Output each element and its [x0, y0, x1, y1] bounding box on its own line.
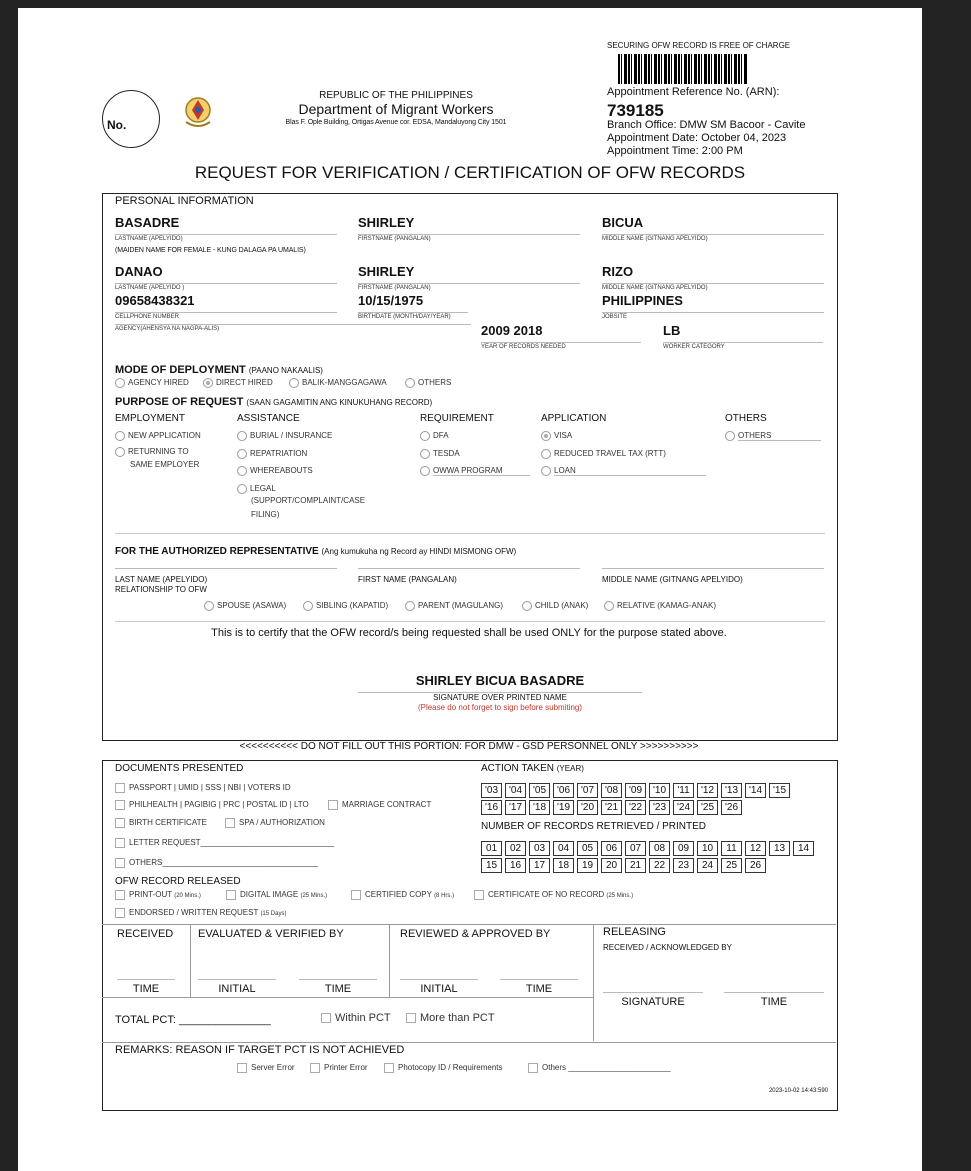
birthdate-label: BIRTHDATE (MONTH/DAY/YEAR): [358, 312, 468, 320]
representative-heading: [115, 546, 516, 557]
record-count-box[interactable]: 16: [505, 858, 526, 873]
radio-label: VISA: [554, 431, 573, 441]
radio-agency-hired[interactable]: [115, 378, 189, 388]
releasing-heading: RELEASING: [603, 926, 666, 938]
dmw-only-divider: <<<<<<<<<< DO NOT FILL OUT THIS PORTION: FOR DMW - GSD PERSONNEL ONLY >>>>>>>>>>: [239, 741, 699, 752]
branch-office: Branch Office: DMW SM Bacoor - Cavite: [607, 119, 806, 131]
cellphone-value: 09658438321: [115, 293, 195, 308]
checkbox-icon: [115, 858, 125, 868]
form-title: REQUEST FOR VERIFICATION / CERTIFICATION OF OFW RECORDS: [194, 163, 746, 182]
timestamp: 2023-10-02 14:43:590: [768, 1088, 828, 1094]
rel-no-record-checkbox[interactable]: [474, 890, 633, 900]
record-count-box[interactable]: 04: [553, 841, 574, 856]
checkbox-icon: [226, 890, 236, 900]
action-title: ACTION TAKEN: [481, 763, 554, 774]
released-heading: OFW RECORD RELEASED: [115, 876, 241, 887]
rep-middle-name-label: MIDDLE NAME (GITNANG APELYIDO): [602, 575, 743, 584]
radio-label: WHEREABOUTS: [250, 466, 313, 476]
radio-label: DFA: [433, 431, 449, 441]
maiden-name-note: (MAIDEN NAME FOR FEMALE - KUNG DALAGA PA UMALIS): [115, 247, 306, 254]
radio-icon: [522, 601, 532, 611]
radio-icon: [237, 431, 247, 441]
more-pct-checkbox[interactable]: [406, 1012, 495, 1024]
radio-icon: [420, 466, 430, 476]
radio-icon: [115, 378, 125, 388]
radio-tesda[interactable]: [420, 449, 460, 459]
record-count-box[interactable]: 19: [577, 858, 598, 873]
checkbox-label: PASSPORT | UMID | SSS | NBI | VOTERS ID: [129, 783, 291, 793]
years-needed-value: 2009 2018: [481, 323, 543, 338]
evaluated-heading: EVALUATED & VERIFIED BY: [198, 928, 344, 940]
radio-label: DIRECT HIRED: [216, 378, 273, 388]
radio-label: BALIK-MANGGAGAWA: [302, 378, 387, 388]
checkbox-label: PHILHEALTH | PAGIBIG | PRC | POSTAL ID | LTO: [129, 800, 309, 810]
remark-printer-checkbox[interactable]: [310, 1063, 368, 1073]
record-count-box[interactable]: 08: [649, 841, 670, 856]
col-requirement: REQUIREMENT: [420, 413, 494, 424]
checkbox-label: Server Error: [251, 1063, 295, 1073]
separator-line: [115, 621, 825, 622]
radio-owwa[interactable]: [420, 466, 530, 476]
record-count-box[interactable]: 06: [601, 841, 622, 856]
radio-icon: [115, 431, 125, 441]
form-page: [18, 8, 922, 1171]
doc-philhealth-checkbox[interactable]: [115, 800, 309, 810]
radio-icon: [541, 449, 551, 459]
record-count-box[interactable]: 07: [625, 841, 646, 856]
record-count-box[interactable]: 12: [745, 841, 766, 856]
checkbox-icon: [528, 1063, 538, 1073]
radio-icon: [237, 484, 247, 494]
radio-icon: [237, 466, 247, 476]
purpose-sub: (SAAN GAGAMITIN ANG KINUKUHANG RECORD): [246, 398, 433, 407]
personal-info-heading: PERSONAL INFORMATION: [115, 195, 254, 207]
year-box[interactable]: '18: [529, 800, 550, 815]
checkbox-icon: [474, 890, 484, 900]
doc-birth-checkbox[interactable]: [115, 818, 207, 828]
checkbox-label: Photocopy ID / Requirements: [398, 1063, 503, 1073]
radio-visa[interactable]: [541, 431, 572, 441]
rep-first-name-label: FIRST NAME (PANGALAN): [358, 575, 457, 584]
radio-new-application[interactable]: [115, 431, 201, 441]
form-number-label: No.: [107, 118, 127, 132]
jobsite-label: JOBSITE: [602, 312, 824, 320]
evaluated-time: TIME: [299, 979, 377, 995]
arn-label: Appointment Reference No. (ARN):: [607, 86, 780, 98]
record-count-box[interactable]: 17: [529, 858, 550, 873]
col-employment: EMPLOYMENT: [115, 413, 186, 424]
year-box[interactable]: '17: [505, 800, 526, 815]
signature-label: SIGNATURE OVER PRINTED NAME: [358, 692, 642, 702]
checkbox-icon: [115, 783, 125, 793]
radio-legal[interactable]: [237, 484, 276, 494]
record-count-box[interactable]: 09: [673, 841, 694, 856]
checkbox-label: LETTER REQUEST______________________________: [129, 838, 335, 848]
checkbox-icon: [115, 800, 125, 810]
checkbox-icon: [321, 1013, 331, 1023]
radio-child[interactable]: [522, 601, 588, 611]
radio-label: LOAN: [554, 466, 706, 476]
checkbox-sub: (25 Mins.): [300, 893, 328, 900]
doc-passport-checkbox[interactable]: [115, 783, 291, 793]
total-pct-field[interactable]: TOTAL PCT: _______________: [115, 1014, 271, 1026]
reviewed-heading: REVIEWED & APPROVED BY: [400, 928, 551, 940]
year-box[interactable]: '14: [745, 783, 766, 798]
checkbox-label: More than PCT: [420, 1012, 495, 1024]
appointment-time: Appointment Time: 2:00 PM: [607, 145, 743, 157]
record-count-box[interactable]: 13: [769, 841, 790, 856]
checkbox-icon: [310, 1063, 320, 1073]
checkbox-label: SPA / AUTHORIZATION: [239, 818, 325, 828]
radio-returning[interactable]: [115, 447, 189, 457]
radio-label: RETURNING TO: [128, 447, 189, 457]
evaluated-initial: INITIAL: [198, 979, 276, 995]
remark-others-checkbox[interactable]: [528, 1063, 671, 1073]
radio-icon: [420, 431, 430, 441]
year-box[interactable]: '24: [673, 800, 694, 815]
worker-category-value: LB: [663, 323, 681, 338]
year-box[interactable]: '26: [721, 800, 742, 815]
radio-icon: [604, 601, 614, 611]
reviewed-initial: INITIAL: [400, 979, 478, 995]
record-count-box[interactable]: 01: [481, 841, 502, 856]
last-name-value: BASADRE: [115, 215, 180, 230]
checkbox-icon: [351, 890, 361, 900]
record-count-box[interactable]: 18: [553, 858, 574, 873]
agency-label: AGENCY(AHENSYA NA NAGPA-ALIS): [115, 324, 471, 332]
documents-heading: DOCUMENTS PRESENTED: [115, 763, 244, 774]
radio-selected-icon: [203, 378, 213, 388]
year-box[interactable]: '21: [601, 800, 622, 815]
action-sub: (YEAR): [556, 764, 584, 773]
deployment-heading: [115, 364, 323, 376]
radio-label: LEGAL: [250, 484, 276, 494]
record-count-box[interactable]: 05: [577, 841, 598, 856]
representative-title: FOR THE AUTHORIZED REPRESENTATIVE: [115, 546, 319, 557]
radio-icon: [420, 449, 430, 459]
doc-spa-checkbox[interactable]: [225, 818, 325, 828]
col-assistance: ASSISTANCE: [237, 413, 300, 424]
remark-photocopy-checkbox[interactable]: [384, 1063, 503, 1073]
radio-label: REPATRIATION: [250, 449, 308, 459]
radio-purpose-others[interactable]: [725, 431, 821, 441]
record-count-box[interactable]: 23: [673, 858, 694, 873]
record-count-box[interactable]: 26: [745, 858, 766, 873]
records-number-row-1: [481, 838, 817, 856]
within-pct-checkbox[interactable]: [321, 1012, 391, 1024]
radio-icon: [303, 601, 313, 611]
radio-others[interactable]: [405, 378, 451, 388]
middle-name-label: MIDDLE NAME (GITNANG APELYIDO): [602, 234, 824, 242]
radio-icon: [237, 449, 247, 459]
checkbox-label: ENDORSED / WRITTEN REQUEST: [129, 908, 259, 918]
radio-sibling[interactable]: [303, 601, 388, 611]
republic-text: REPUBLIC OF THE PHILIPPINES: [319, 90, 473, 101]
jobsite-value: PHILIPPINES: [602, 293, 683, 308]
remark-server-checkbox[interactable]: [237, 1063, 295, 1073]
record-count-box[interactable]: 14: [793, 841, 814, 856]
year-box[interactable]: '04: [505, 783, 526, 798]
year-box[interactable]: '05: [529, 783, 550, 798]
received-heading: RECEIVED: [117, 928, 174, 940]
checkbox-label: Printer Error: [324, 1063, 368, 1073]
radio-label: NEW APPLICATION: [128, 431, 201, 441]
legal-label-line3: FILING): [251, 510, 280, 519]
checkbox-label: MARRIAGE CONTRACT: [342, 800, 432, 810]
releasing-signature: SIGNATURE: [603, 992, 703, 1008]
releasing-time: TIME: [724, 992, 824, 1008]
radio-icon: [405, 378, 415, 388]
col-others: OTHERS: [725, 413, 767, 424]
department-text: Department of Migrant Workers: [298, 101, 494, 117]
radio-label: OTHERS: [738, 431, 821, 441]
maiden-last-value: DANAO: [115, 264, 163, 279]
first-name-value: SHIRLEY: [358, 215, 415, 230]
checkbox-icon: [115, 908, 125, 918]
year-box[interactable]: '19: [553, 800, 574, 815]
record-count-box[interactable]: 22: [649, 858, 670, 873]
checkbox-label: OTHERS___________________________________: [129, 858, 319, 868]
maiden-last-label: LASTNAME (APELYIDO ): [115, 283, 337, 291]
checkbox-icon: [115, 818, 125, 828]
radio-icon: [289, 378, 299, 388]
seal-icon: [180, 92, 216, 132]
years-needed-label: YEAR OF RECORDS NEEDED: [481, 342, 641, 350]
rel-endorsed-checkbox[interactable]: [115, 908, 286, 918]
relationship-label: RELATIONSHIP TO OFW: [115, 585, 207, 594]
year-box[interactable]: '12: [697, 783, 718, 798]
checkbox-sub: (20 Mins.): [174, 893, 201, 900]
year-box[interactable]: '09: [625, 783, 646, 798]
rel-digital-checkbox[interactable]: [226, 890, 327, 900]
radio-icon: [725, 431, 735, 441]
radio-label: TESDA: [433, 449, 460, 459]
checkbox-label: CERTIFIED COPY: [365, 890, 432, 900]
checkbox-icon: [115, 890, 125, 900]
year-box[interactable]: '20: [577, 800, 598, 815]
first-name-label: FIRSTNAME (PANGALAN): [358, 234, 580, 242]
year-box[interactable]: '13: [721, 783, 742, 798]
checkbox-icon: [225, 818, 235, 828]
radio-icon: [541, 466, 551, 476]
checkbox-label: PRINT-OUT: [129, 890, 172, 900]
records-heading: NUMBER OF RECORDS RETRIEVED / PRINTED: [481, 821, 707, 832]
returning-label-line2: SAME EMPLOYER: [130, 460, 200, 469]
signature-name: SHIRLEY BICUA BASADRE: [415, 673, 585, 688]
action-year-row-1: [481, 780, 793, 798]
received-time: TIME: [117, 979, 175, 995]
maiden-middle-label: MIDDLE NAME (GITNANG APELYIDO): [602, 283, 824, 291]
purpose-heading: [115, 396, 432, 408]
year-box[interactable]: '15: [769, 783, 790, 798]
record-count-box[interactable]: 21: [625, 858, 646, 873]
grid-divider: [593, 924, 594, 1041]
purpose-title: PURPOSE OF REQUEST: [115, 396, 244, 408]
year-box[interactable]: '25: [697, 800, 718, 815]
separator-line: [115, 533, 825, 534]
radio-label: REDUCED TRAVEL TAX (RTT): [554, 449, 666, 459]
record-count-box[interactable]: 25: [721, 858, 742, 873]
year-box[interactable]: '03: [481, 783, 502, 798]
checkbox-label: DIGITAL IMAGE: [240, 890, 299, 900]
radio-icon: [204, 601, 214, 611]
checkbox-label: BIRTH CERTIFICATE: [129, 818, 207, 828]
deployment-title: MODE OF DEPLOYMENT: [115, 364, 246, 376]
certification-text: This is to certify that the OFW record/s being requested shall be used ONLY for the purpose stated above.: [211, 627, 727, 639]
reviewed-time: TIME: [500, 979, 578, 995]
record-count-box[interactable]: 20: [601, 858, 622, 873]
year-box[interactable]: '11: [673, 783, 694, 798]
radio-burial[interactable]: [237, 431, 332, 441]
rel-printout-checkbox[interactable]: [115, 890, 201, 900]
radio-relative[interactable]: [604, 601, 716, 611]
checkbox-icon: [406, 1013, 416, 1023]
radio-icon: [115, 447, 125, 457]
checkbox-label: CERTIFICATE OF NO RECORD: [488, 890, 605, 900]
col-application: APPLICATION: [541, 413, 607, 424]
action-taken-heading: [481, 763, 584, 774]
grid-divider: [389, 924, 390, 997]
birthdate-value: 10/15/1975: [358, 293, 424, 308]
radio-repatriation[interactable]: [237, 449, 307, 459]
doc-others-checkbox[interactable]: [115, 858, 318, 868]
doc-marriage-checkbox[interactable]: [328, 800, 431, 810]
radio-label: OWWA PROGRAM: [433, 466, 530, 476]
records-number-row-2: [481, 855, 769, 873]
record-count-box[interactable]: 24: [697, 858, 718, 873]
radio-whereabouts[interactable]: [237, 466, 313, 476]
checkbox-icon: [328, 800, 338, 810]
deployment-sub: (PAANO NAKAALIS): [248, 366, 323, 375]
checkbox-sub: (25 Mins.): [606, 893, 634, 900]
year-box[interactable]: '08: [601, 783, 622, 798]
radio-icon: [405, 601, 415, 611]
cellphone-label: CELLPHONE NUMBER: [115, 312, 337, 320]
record-count-box[interactable]: 11: [721, 841, 742, 856]
rel-certified-checkbox[interactable]: [351, 890, 454, 900]
radio-label: RELATIVE (KAMAG-ANAK): [617, 601, 716, 611]
checkbox-label: Within PCT: [335, 1012, 391, 1024]
maiden-first-value: SHIRLEY: [358, 264, 415, 279]
radio-label: CHILD (ANAK): [535, 601, 589, 611]
action-year-row-2: [481, 797, 745, 815]
radio-parent[interactable]: [405, 601, 503, 611]
arn-value: 739185: [607, 101, 664, 120]
checkbox-label: Others _______________________: [542, 1063, 671, 1073]
free-charge-note: SECURING OFW RECORD IS FREE OF CHARGE: [607, 41, 791, 50]
year-box[interactable]: '22: [625, 800, 646, 815]
doc-letter-checkbox[interactable]: [115, 838, 334, 848]
maiden-middle-value: RIZO: [602, 264, 634, 279]
worker-category-label: WORKER CATEGORY: [663, 342, 823, 350]
year-box[interactable]: '10: [649, 783, 670, 798]
radio-loan[interactable]: [541, 466, 706, 476]
releasing-sub: RECEIVED / ACKNOWLEDGED BY: [603, 943, 732, 952]
year-box[interactable]: '16: [481, 800, 502, 815]
representative-sub: (Ang kumukuha ng Record ay HINDI MISMONG OFW): [321, 547, 517, 556]
radio-rtt[interactable]: [541, 449, 666, 459]
checkbox-icon: [384, 1063, 394, 1073]
radio-label: SPOUSE (ASAWA): [217, 601, 287, 611]
radio-balik-manggagawa[interactable]: [289, 378, 387, 388]
record-count-box[interactable]: 03: [529, 841, 550, 856]
checkbox-sub: (8 Hrs.): [434, 893, 455, 900]
barcode: [618, 54, 748, 84]
rep-middle-name-field[interactable]: [602, 568, 824, 587]
address-text: Blas F. Ople Building, Ortigas Avenue cor. EDSA, Mandaluyong City 1501: [285, 119, 507, 126]
radio-label: OTHERS: [418, 378, 452, 388]
form-number-circle: [102, 90, 160, 148]
remarks-heading: REMARKS: REASON IF TARGET PCT IS NOT ACHIEVED: [115, 1044, 405, 1056]
record-count-box[interactable]: 15: [481, 858, 502, 873]
checkbox-icon: [237, 1063, 247, 1073]
year-box[interactable]: '06: [553, 783, 574, 798]
last-name-label: LASTNAME (APELYIDO): [115, 234, 337, 242]
year-box[interactable]: '23: [649, 800, 670, 815]
radio-selected-icon: [541, 431, 551, 441]
middle-name-value: BICUA: [602, 215, 644, 230]
maiden-first-label: FIRSTNAME (PANGALAN): [358, 283, 580, 291]
radio-label: BURIAL / INSURANCE: [250, 431, 333, 441]
radio-spouse[interactable]: [204, 601, 286, 611]
radio-label: PARENT (MAGULANG): [418, 601, 504, 611]
grid-divider: [190, 924, 191, 997]
grid-divider: [102, 997, 593, 998]
checkbox-icon: [115, 838, 125, 848]
radio-label: SIBLING (KAPATID): [316, 601, 389, 611]
radio-label: AGENCY HIRED: [128, 378, 189, 388]
checkbox-sub: (15 Days): [260, 911, 287, 918]
record-count-box[interactable]: 02: [505, 841, 526, 856]
legal-label-line2: (SUPPORT/COMPLAINT/CASE: [251, 496, 366, 505]
rep-last-name-label: LAST NAME (APELYIDO): [115, 575, 208, 584]
radio-dfa[interactable]: [420, 431, 449, 441]
rep-first-name-field[interactable]: [358, 568, 580, 587]
year-box[interactable]: '07: [577, 783, 598, 798]
radio-direct-hired[interactable]: [203, 378, 273, 388]
signature-reminder: (Please do not forget to sign before submiting): [417, 703, 583, 712]
record-count-box[interactable]: 10: [697, 841, 718, 856]
appointment-date: Appointment Date: October 04, 2023: [607, 132, 787, 144]
